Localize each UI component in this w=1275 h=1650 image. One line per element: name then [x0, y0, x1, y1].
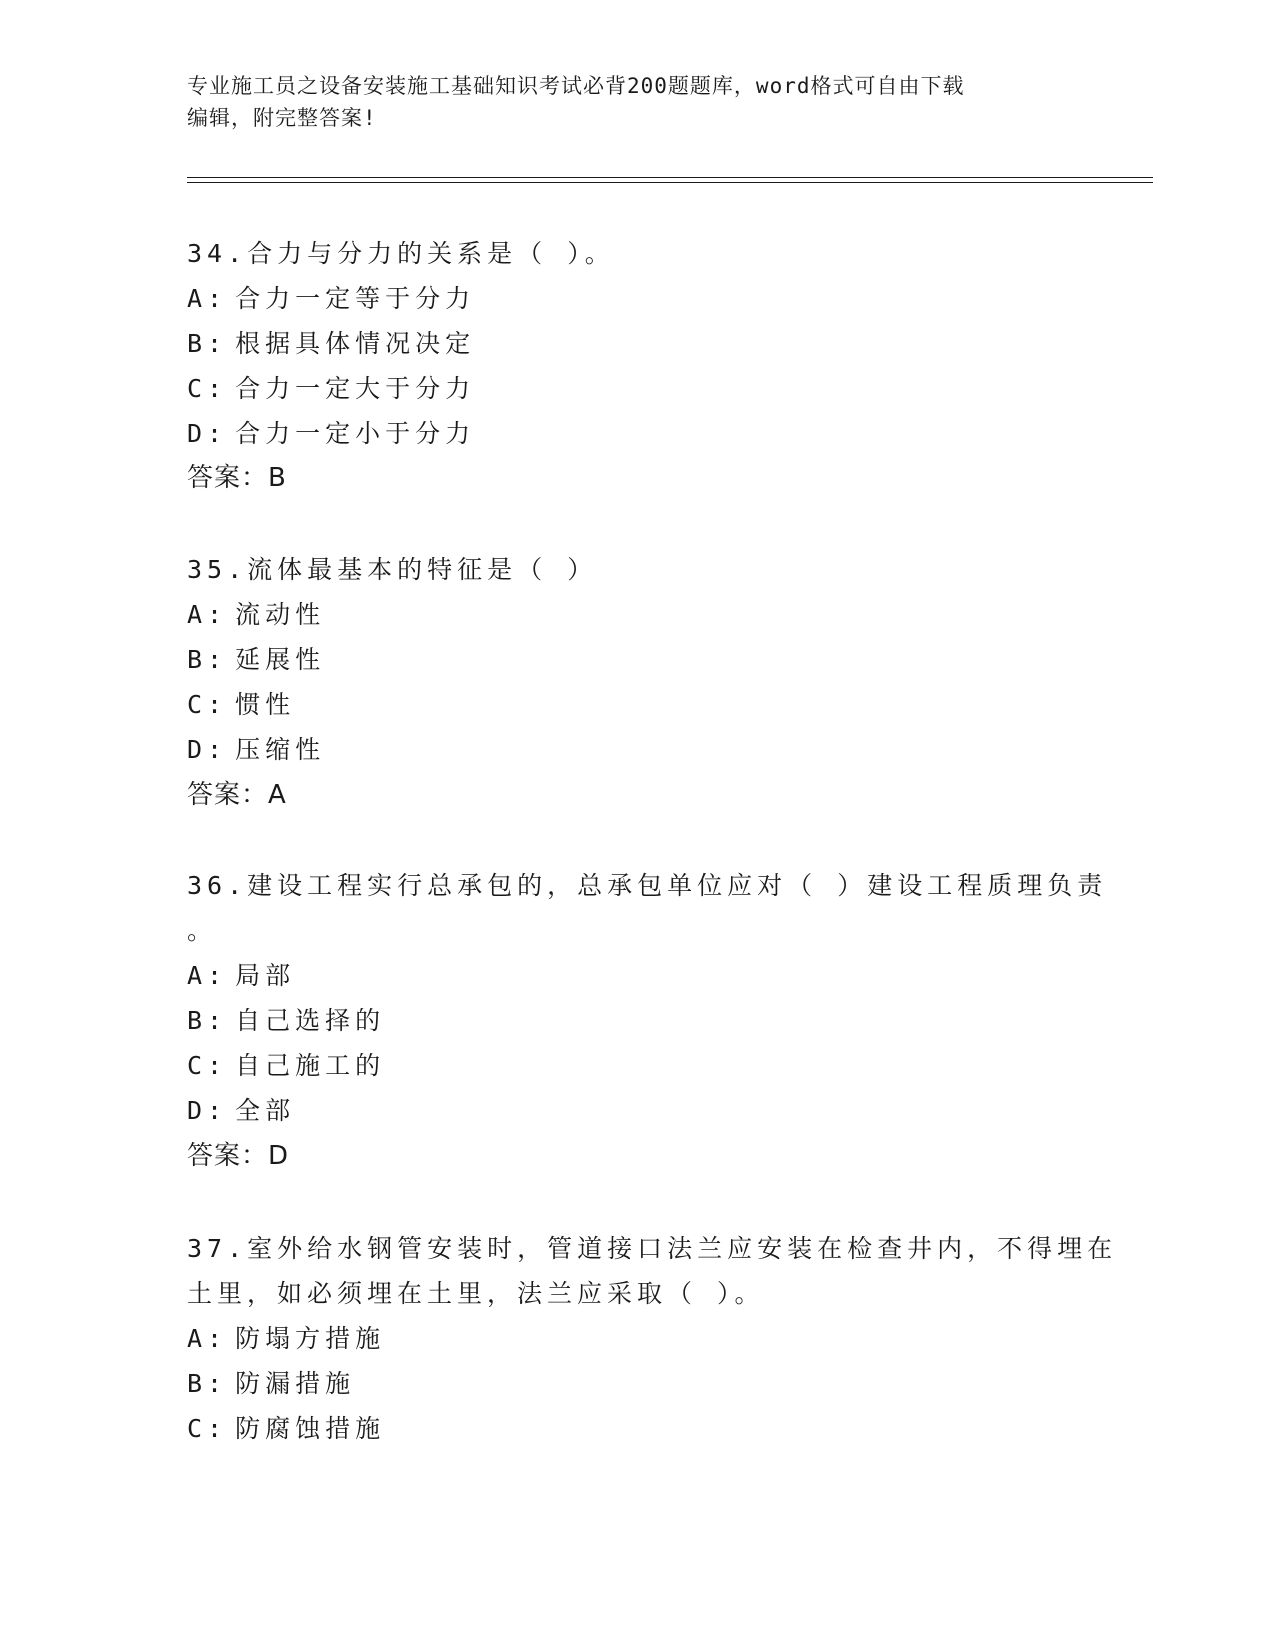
question-stem: 35.流体最基本的特征是（ ）: [187, 555, 598, 584]
option-text: 防腐蚀措施: [235, 1414, 386, 1443]
option-text: 合力一定小于分力: [235, 419, 476, 448]
option-d: [187, 733, 325, 767]
option-key: A:: [187, 961, 228, 990]
option-text: 流动性: [235, 600, 326, 629]
question-stem-continued: 。: [187, 916, 218, 945]
header-line-2: 编辑，附完整答案!: [187, 106, 377, 130]
option-key: C:: [187, 1414, 228, 1443]
question-stem-continued: 土里，如必须埋在土里，法兰应采取（ ）。: [187, 1279, 765, 1308]
header-line-1: 专业施工员之设备安装施工基础知识考试必背200题题库，word格式可自由下载: [187, 74, 965, 98]
option-b: [187, 1367, 355, 1401]
answer-line: 答案：A: [187, 780, 287, 810]
header-divider-top: [187, 177, 1153, 178]
option-b: [187, 643, 325, 677]
header-divider-bottom: [187, 182, 1153, 183]
option-text: 防漏措施: [235, 1369, 356, 1398]
option-text: 合力一定大于分力: [235, 374, 476, 403]
option-text: 自己选择的: [235, 1006, 386, 1035]
option-text: 惯性: [235, 690, 296, 719]
option-text: 自己施工的: [235, 1051, 386, 1080]
option-b: [187, 327, 475, 361]
option-c: [187, 372, 475, 406]
option-key: C:: [187, 1051, 228, 1080]
option-text: 防塌方措施: [235, 1324, 386, 1353]
option-key: B:: [187, 1369, 228, 1398]
question-stem: 37.室外给水钢管安装时，管道接口法兰应安装在检查井内，不得埋在: [187, 1234, 1118, 1263]
option-a: [187, 1322, 385, 1356]
option-key: A:: [187, 284, 228, 313]
option-key: B:: [187, 645, 228, 674]
option-key: D:: [187, 1096, 228, 1125]
option-key: C:: [187, 690, 228, 719]
option-key: B:: [187, 1006, 228, 1035]
option-d: [187, 1094, 295, 1128]
option-key: A:: [187, 600, 228, 629]
option-key: D:: [187, 735, 228, 764]
answer-line: 答案：B: [187, 463, 287, 493]
option-text: 合力一定等于分力: [235, 284, 476, 313]
option-key: A:: [187, 1324, 228, 1353]
option-a: [187, 959, 295, 993]
question-stem: 36.建设工程实行总承包的，总承包单位应对（ ）建设工程质理负责: [187, 871, 1108, 900]
option-c: [187, 688, 295, 722]
option-c: [187, 1412, 385, 1446]
option-text: 根据具体情况决定: [235, 329, 476, 358]
answer-line: 答案：D: [187, 1141, 290, 1171]
option-text: 局部: [235, 961, 296, 990]
document-header: [187, 70, 1087, 134]
option-text: 延展性: [235, 645, 326, 674]
option-a: [187, 282, 475, 316]
option-d: [187, 417, 475, 451]
option-text: 全部: [235, 1096, 296, 1125]
option-text: 压缩性: [235, 735, 326, 764]
option-key: D:: [187, 419, 228, 448]
option-c: [187, 1049, 385, 1083]
option-b: [187, 1004, 385, 1038]
question-stem: 34.合力与分力的关系是（ ）。: [187, 239, 615, 268]
option-a: [187, 598, 325, 632]
option-key: C:: [187, 374, 228, 403]
option-key: B:: [187, 329, 228, 358]
